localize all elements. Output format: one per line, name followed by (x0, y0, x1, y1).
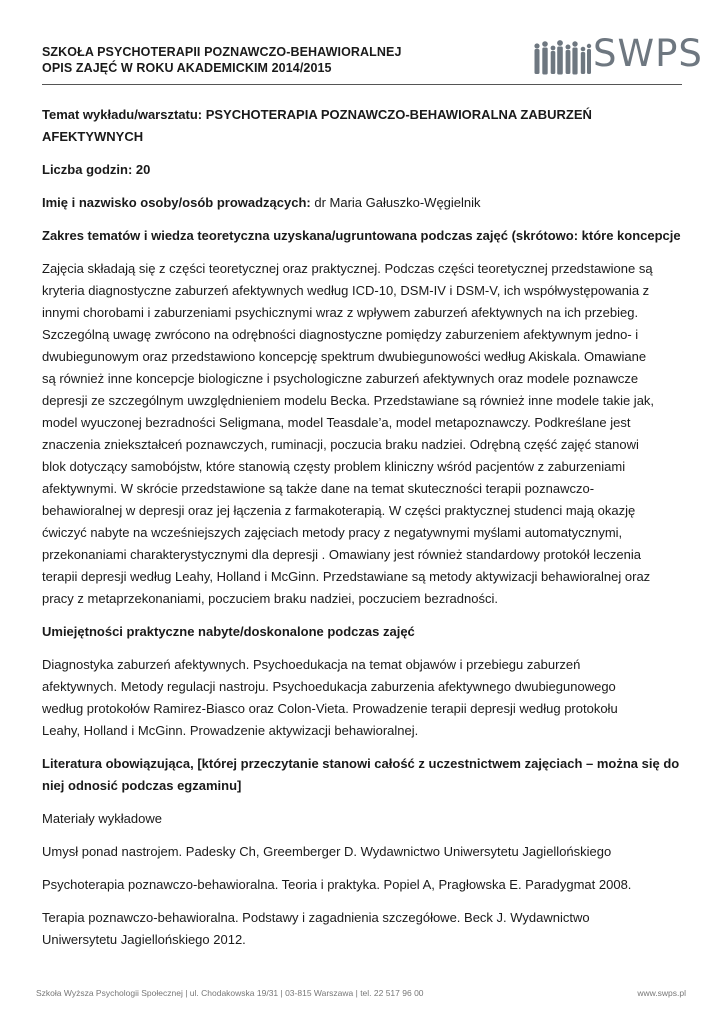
topic-row (42, 104, 682, 148)
literature-item (42, 907, 682, 951)
document-content (42, 104, 682, 962)
scope-line: znaczenia zniekształceń poznawczych, ruminacji, poczucia braku nadziei. Odrębną część zajęć stanowi (42, 437, 639, 452)
scope-text (42, 258, 682, 610)
hours-row (42, 159, 682, 181)
literature-item (42, 841, 682, 863)
scope-line: kryteria diagnostyczne zaburzeń afektywnych według ICD-10, DSM-IV i DSM-V, ich współwystępowania z (42, 283, 650, 298)
literature-item (42, 874, 682, 896)
header-title (42, 44, 402, 76)
scope-line: afektywnymi. W skrócie przedstawione są także dane na temat skuteczności terapii poznawczo- (42, 481, 595, 496)
scope-line: Zajęcia składają się z części teoretycznej oraz praktycznej. Podczas części teoretycznej przedstawione są (42, 261, 653, 276)
scope-line: ćwiczyć nabyte na wcześniejszych zajęciach metody pracy z negatywnymi myślami automatycznymi, (42, 525, 623, 540)
literature-heading-line: Literatura obowiązująca, [której przeczytanie stanowi całość z uczestnictwem zajęciach – można się do (42, 756, 680, 771)
skills-line: według protokołów Ramirez-Biasco oraz Colon-Vieta. Prowadzenie terapii depresji według protokołu (42, 701, 618, 716)
teacher-row (42, 192, 682, 214)
header-line-1: SZKOŁA PSYCHOTERAPII POZNAWCZO-BEHAWIORALNEJ (42, 45, 402, 59)
logo-text: SWPS (593, 32, 703, 75)
literature-item-line: Terapia poznawczo-behawioralna. Podstawy i zagadnienia szczegółowe. Beck J. Wydawnictwo (42, 910, 590, 925)
scope-line: blok dotyczący samobójstw, które stanowią częsty problem kliniczny wśród pacjentów z zaburzeniami (42, 459, 626, 474)
page-footer (36, 988, 686, 1002)
header-line-2: OPIS ZAJĘĆ W ROKU AKADEMICKIM 2014/2015 (42, 61, 332, 75)
scope-line: behawioralnej w depresji oraz jej łączenia z farmakoterapią. W części praktycznej studenci mają okazję (42, 503, 636, 518)
header-divider (42, 84, 682, 85)
literature-item-line: Psychoterapia poznawczo-behawioralna. Teoria i praktyka. Popiel A, Pragłowska E. Paradygmat 2008. (42, 877, 632, 892)
literature-item-line: Materiały wykładowe (42, 811, 162, 826)
topic-value: PSYCHOTERAPIA POZNAWCZO-BEHAWIORALNA ZABURZEŃ AFEKTYWNYCH (42, 107, 592, 144)
literature-item-line: Umysł ponad nastrojem. Padesky Ch, Greemberger D. Wydawnictwo Uniwersytetu Jagiellońskiego (42, 844, 612, 859)
scope-line: są również inne koncepcje biologiczne i psychologiczne zaburzeń afektywnych oraz modele poznawcze (42, 371, 639, 386)
hours-value: 20 (135, 162, 151, 177)
footer-address: Szkoła Wyższa Psychologii Społecznej | ul. Chodakowska 19/31 | 03-815 Warszawa | tel. 22 517 96 00 (36, 988, 424, 998)
skills-text (42, 654, 682, 742)
scope-line: pracy z metaprzekonaniami, poczuciem braku nadziei, poczuciem bezradności. (42, 591, 498, 606)
scope-line: model wyuczonej bezradności Seligmana, model Teasdale’a, model metapoznawczy. Podkreślane jest (42, 415, 631, 430)
footer-website: www.swps.pl (637, 988, 686, 998)
literature-item-line: Uniwersytetu Jagiellońskiego 2012. (42, 932, 246, 947)
hours-label: Liczba godzin: (42, 162, 133, 177)
scope-heading: Zakres tematów i wiedza teoretyczna uzyskana/ugruntowana podczas zajęć (skrótowo: które koncepcje (42, 228, 681, 243)
skills-line: Diagnostyka zaburzeń afektywnych. Psychoedukacja na temat objawów i przebiegu zaburzeń (42, 657, 581, 672)
scope-line: przekonaniami charakterystycznymi dla depresji . Omawiany jest również standardowy protokół leczenia (42, 547, 641, 562)
scope-line: terapii depresji według Leahy, Holland i McGinn. Przedstawiane są metody aktywizacji behawioralnej oraz (42, 569, 651, 584)
scope-line: depresji ze szczególnym uwzględnieniem modelu Becka. Przedstawiane są również inne modele takie jak, (42, 393, 655, 408)
literature-heading (42, 753, 682, 797)
people-group-icon (532, 38, 592, 76)
swps-logo (532, 32, 703, 82)
scope-line: Szczególną uwagę zwrócono na odrębności diagnostyczne pomiędzy zaburzeniem afektywnym jedno- i (42, 327, 639, 342)
skills-heading: Umiejętności praktyczne nabyte/doskonalone podczas zajęć (42, 624, 415, 639)
page-header (42, 32, 703, 84)
topic-label: Temat wykładu/warsztatu: (42, 107, 203, 122)
literature-item (42, 808, 682, 830)
literature-heading-line: niej odnosić podczas egzaminu] (42, 778, 242, 793)
teacher-value: dr Maria Gałuszko-Węgielnik (314, 195, 481, 210)
skills-line: afektywnych. Metody regulacji nastroju. Psychoedukacja zaburzenia afektywnego dwubiegunowego (42, 679, 616, 694)
teacher-label: Imię i nazwisko osoby/osób prowadzących: (42, 195, 311, 210)
skills-line: Leahy, Holland i McGinn. Prowadzenie aktywizacji behawioralnej. (42, 723, 419, 738)
scope-line: dwubiegunowym oraz przedstawiono koncepcję spektrum dwubiegunowości według Akiskala. Omawiane (42, 349, 647, 364)
scope-line: innymi chorobami i zaburzeniami psychicznymi wraz z wpływem zaburzeń afektywnych na ich przebieg. (42, 305, 639, 320)
